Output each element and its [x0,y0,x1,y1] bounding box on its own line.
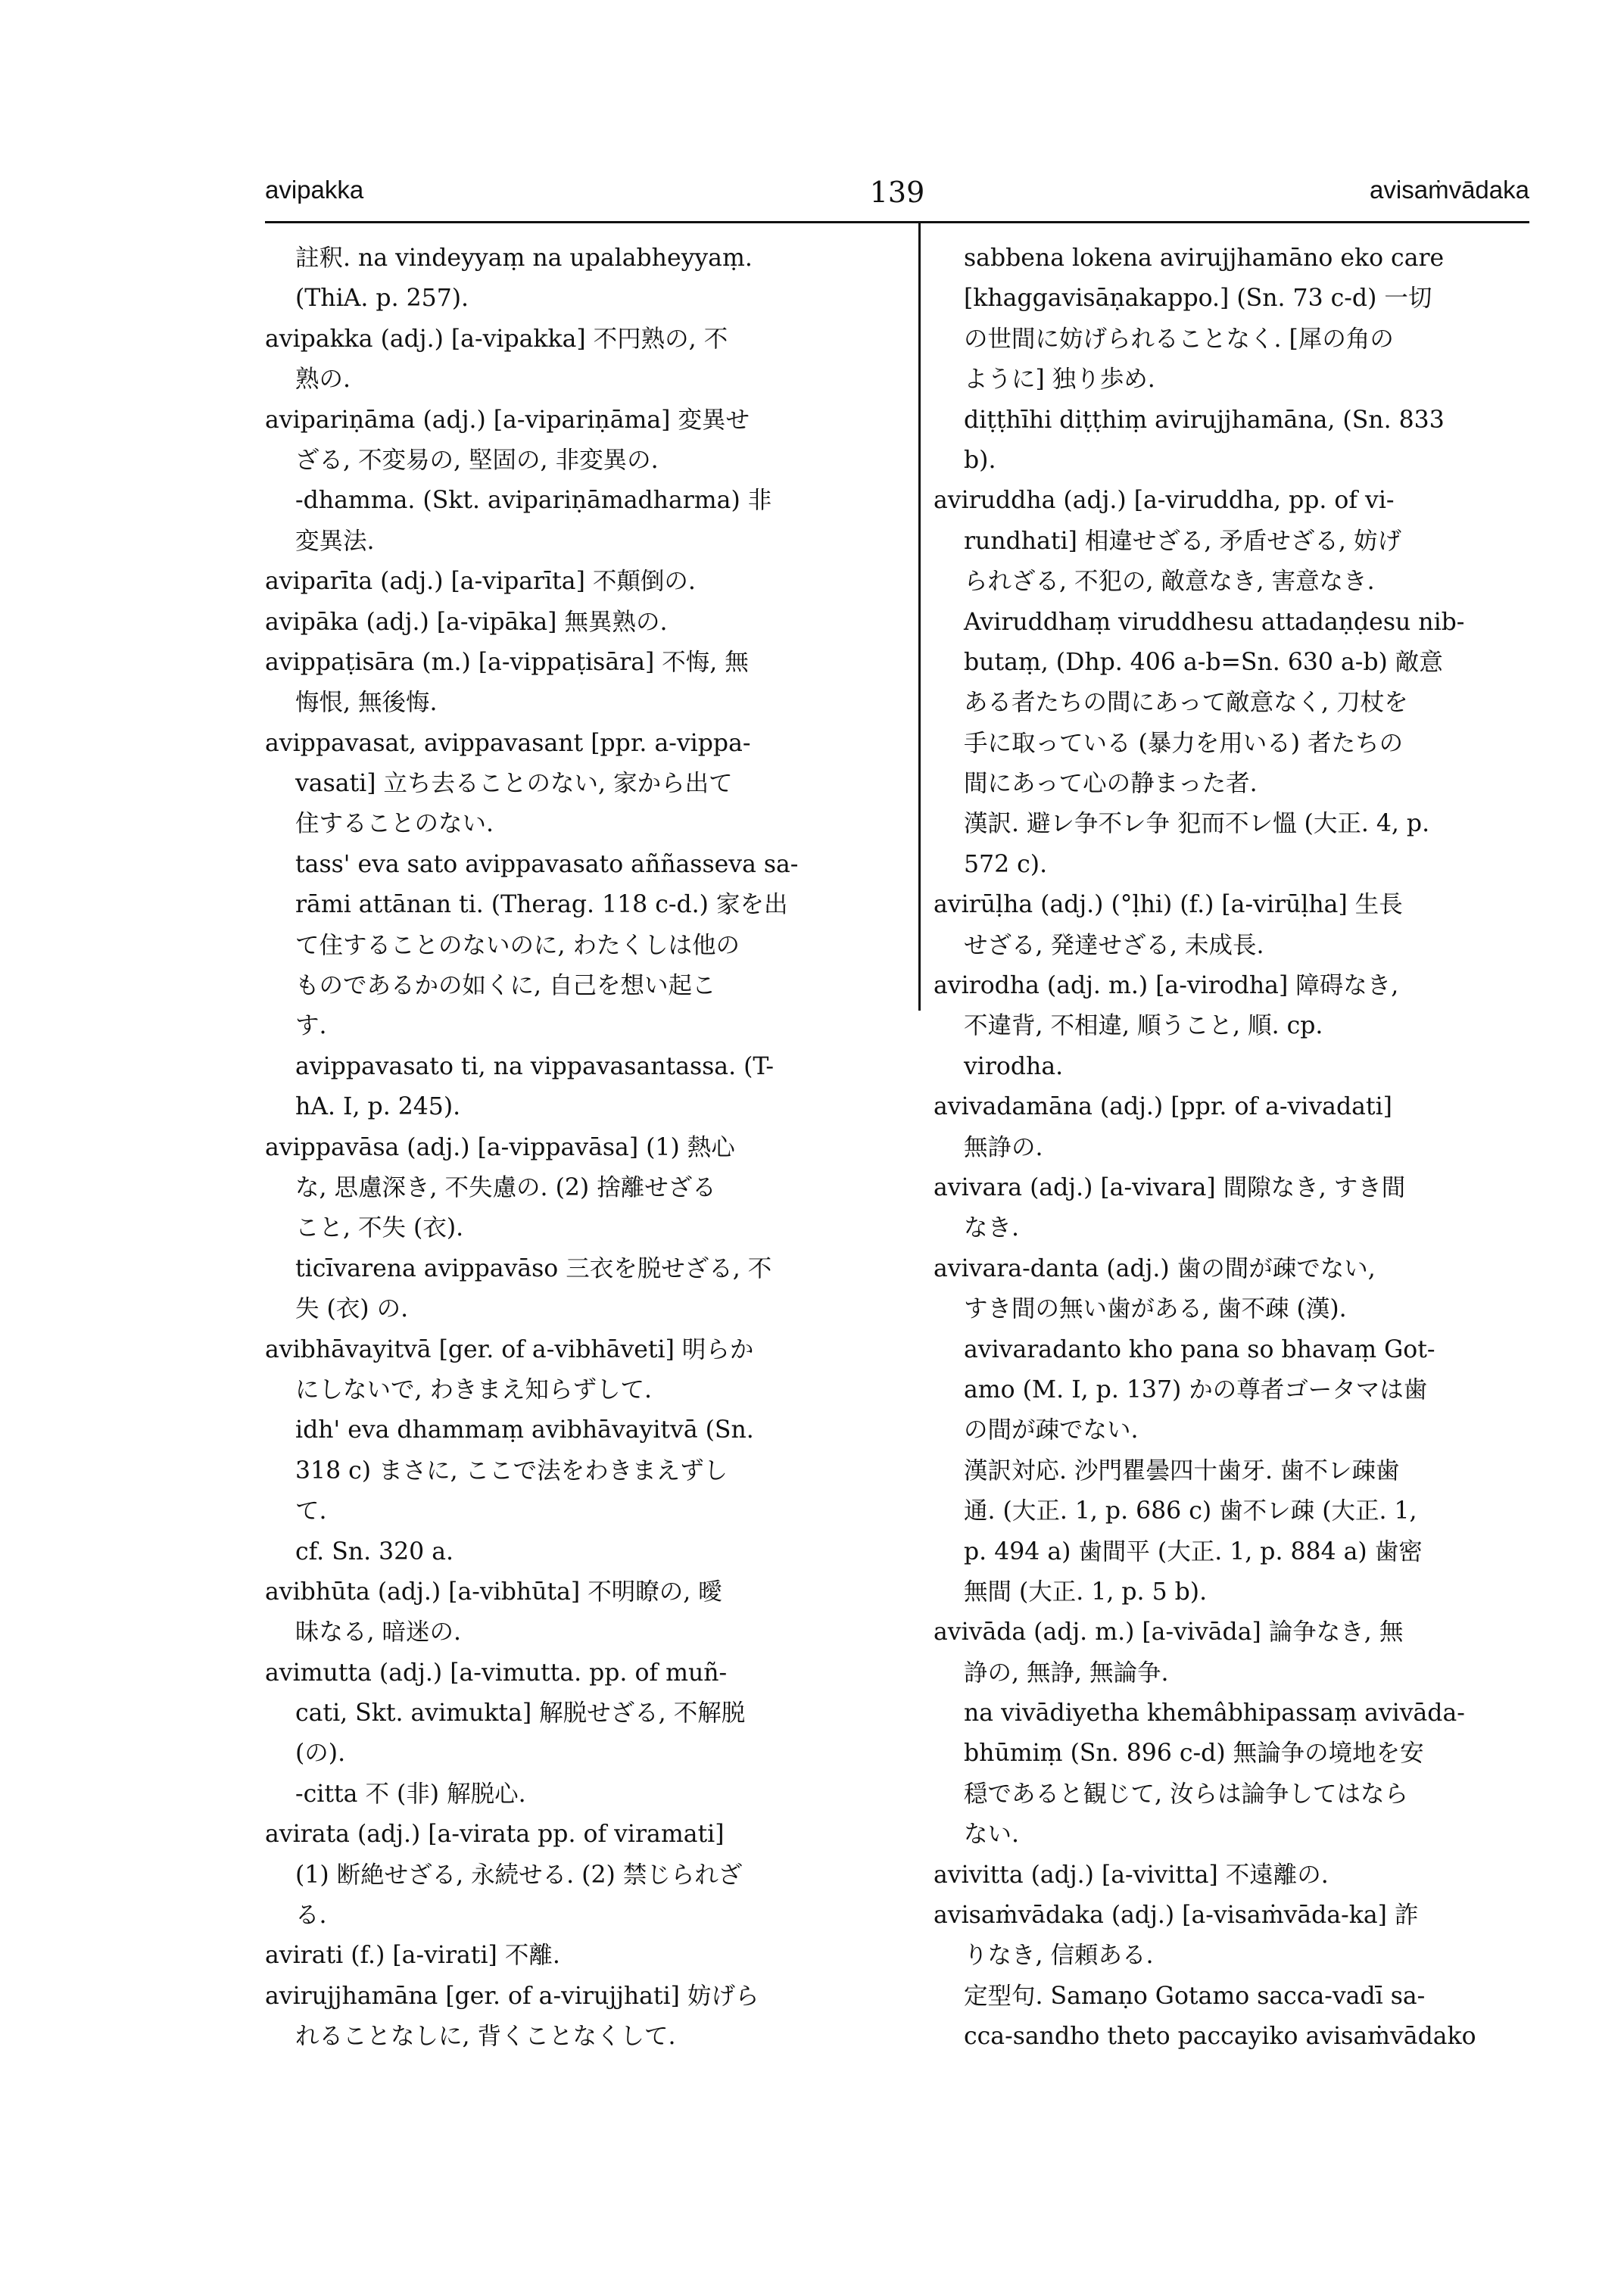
entry-headword-line: avivara-danta (adj.) 歯の間が疎でない, [934,1254,1376,1282]
entry-headword-line: avivāda (adj. m.) [a-vivāda] 論争なき, 無 [934,1618,1404,1647]
entry-text-line: butaṃ, (Dhp. 406 a-b=Sn. 630 a-b) 敵意 [964,648,1443,676]
entry-headword-line: avippavāsa (adj.) [a-vippavāsa] (1) 熱心 [265,1133,735,1161]
entry-text-line: て. [295,1497,327,1525]
running-header [265,176,1529,221]
entry-text-line: b). [964,446,996,474]
entry-text-line: 熟の. [295,366,351,394]
entry-text-line: 572 c). [964,850,1048,878]
entry-text-line: (1) 断絶せざる, 永続せる. (2) 禁じられざ [295,1861,743,1889]
entry-text-line: amo (M. I, p. 137) かの尊者ゴータマは歯 [964,1375,1428,1404]
entry-text-line: cf. Sn. 320 a. [295,1537,454,1566]
entry-text-line: 漢訳. 避レ争不レ争 犯而不レ慍 (大正. 4, p. [964,810,1430,838]
entry-text-line: すき間の無い歯がある, 歯不疎 (漢). [964,1295,1347,1323]
entry-text-line: na vivādiyetha khemâbhipassaṃ avivāda- [964,1699,1465,1728]
entry-headword-line: avipāka (adj.) [a-vipāka] 無異熟の. [265,608,668,636]
entry-text-line: tass' eva sato avippavasato aññasseva sa- [295,850,799,878]
left-column [265,238,859,2237]
entry-text-line: りなき, 信頼ある. [964,1942,1154,1970]
entry-text-line: にしないで, わきまえ知らずして. [295,1375,653,1404]
entry-headword-line: avibhūta (adj.) [a-vibhūta] 不明瞭の, 曖 [265,1578,722,1606]
entry-text-line: 昧なる, 暗迷の. [295,1618,462,1647]
entry-text-line: rundhati] 相違せざる, 矛盾せざる, 妨げ [964,527,1401,555]
entry-headword-line: avibhāvayitvā [ger. of a-vibhāveti] 明らか [265,1335,754,1363]
entry-text-line: 諍の, 無諍, 無論争. [964,1659,1169,1687]
entry-headword-line: avippaṭisāra (m.) [a-vippaṭisāra] 不悔, 無 [265,648,749,676]
entry-text-line: ように] 独り歩め. [964,366,1155,394]
entry-text-line: 不違背, 不相違, 順うこと, 順. cp. [964,1012,1323,1040]
entry-text-line: 失 (衣) の. [295,1295,409,1323]
entry-headword-line: avirodha (adj. m.) [a-virodha] 障碍なき, [934,972,1399,1000]
entry-headword-line: aviparīta (adj.) [a-viparīta] 不顛倒の. [265,568,696,596]
entry-text-line: ある者たちの間にあって敵意なく, 刀杖を [964,689,1408,717]
entry-text-line: diṭṭhīhi diṭṭhiṃ avirujjhamāna, (Sn. 833 [964,406,1445,434]
entry-text-line: virodha. [964,1052,1064,1080]
entry-text-line: p. 494 a) 歯間平 (大正. 1, p. 884 a) 歯密 [964,1537,1423,1566]
entry-text-line: こと, 不失 (衣). [295,1214,464,1242]
entry-text-line: rāmi attānan ti. (Therag. 118 c-d.) 家を出 [295,891,788,919]
entry-text-line: cca-sandho theto paccayiko avisaṁvādako [964,2023,1476,2051]
entry-text-line: -citta 不 (非) 解脱心. [295,1780,526,1808]
entry-text-line: ない. [964,1821,1020,1849]
entry-text-line: idh' eva dhammaṃ avibhāvayitvā (Sn. [295,1416,754,1444]
entry-text-line: なき. [964,1214,1020,1242]
entry-text-line: (の). [295,1740,346,1768]
entry-text-line: 通. (大正. 1, p. 686 c) 歯不レ疎 (大正. 1, [964,1497,1417,1525]
entry-text-line: ticīvarena avippavāso 三衣を脱せざる, 不 [295,1254,772,1282]
entry-text-line: 手に取っている (暴力を用いる) 者たちの [964,729,1404,757]
entry-headword-line: avivara (adj.) [a-vivara] 間隙なき, すき間 [934,1173,1406,1201]
entry-headword-line: avivitta (adj.) [a-vivitta] 不遠離の. [934,1861,1329,1889]
entry-headword-line: avirata (adj.) [a-virata pp. of viramati] [265,1821,725,1849]
entry-text-line: Aviruddhaṃ viruddhesu attadaṇḍesu nib- [964,608,1465,636]
entry-text-line: す. [295,1012,327,1040]
page-number: 139 [869,176,925,209]
header-left-guide-word: avipakka [265,176,364,204]
entry-text-line: る. [295,1902,327,1930]
entry-text-line: せざる, 発達せざる, 未成長. [964,931,1264,959]
entry-text-line: (ThiA. p. 257). [295,285,469,313]
entry-text-line: avivaradanto kho pana so bhavaṃ Got- [964,1335,1435,1363]
entry-text-line: 註釈. na vindeyyaṃ na upalabheyyaṃ. [295,245,753,272]
entry-text-line: て住することのないのに, わたくしは他の [295,931,740,959]
entry-text-line: -dhamma. (Skt. avipariṇāmadharma) 非 [295,487,772,515]
entry-text-line: sabbena lokena avirujjhamāno eko care [964,245,1445,272]
entry-headword-line: avivadamāna (adj.) [ppr. of a-vivadati] [934,1093,1392,1121]
entry-headword-line: avippavasat, avippavasant [ppr. a-vippa- [265,729,751,757]
entry-text-line: 318 c) まさに, ここで法をわきまえずし [295,1456,728,1485]
header-right-guide-word: avisaṁvādaka [1370,176,1529,204]
entry-text-line: avippavasato ti, na vippavasantassa. (T- [295,1052,774,1080]
entry-text-line: 無間 (大正. 1, p. 5 b). [964,1578,1208,1606]
entry-headword-line: aviruddha (adj.) [a-viruddha, pp. of vi- [934,487,1395,515]
entry-text-line: 間にあって心の静まった者. [964,770,1258,798]
entry-text-line: 定型句. Samaṇo Gotamo sacca-vadī sa- [964,1982,1426,2010]
entry-headword-line: avirujjhamāna [ger. of a-virujjhati] 妨げら [265,1982,759,2010]
entry-text-line: の世間に妨げられることなく. [犀の角の [964,325,1394,353]
entry-text-line: ざる, 不変易の, 堅固の, 非変異の. [295,446,659,474]
entry-text-line: [khaggavisāṇakappo.] (Sn. 73 c-d) 一切 [964,285,1432,313]
entry-text-line: cati, Skt. avimukta] 解脱せざる, 不解脱 [295,1699,746,1728]
entry-text-line: 変異法. [295,527,375,555]
entry-text-line: 穏であると観じて, 汝らは論争してはなら [964,1780,1409,1808]
entry-text-line: 漢訳対応. 沙門瞿曇四十歯牙. 歯不レ疎歯 [964,1456,1400,1485]
entry-text-line: の間が疎でない. [964,1416,1139,1444]
entry-text-line: hA. I, p. 245). [295,1093,461,1121]
column-divider [918,223,921,1011]
entry-text-line: ものであるかの如くに, 自己を想い起こ [295,972,716,1000]
entry-headword-line: avirati (f.) [a-virati] 不離. [265,1942,560,1970]
entry-headword-line: avisaṁvādaka (adj.) [a-visaṁvāda-ka] 詐 [934,1902,1419,1930]
entry-headword-line: avipakka (adj.) [a-vipakka] 不円熟の, 不 [265,325,728,353]
entry-text-line: bhūmiṃ (Sn. 896 c-d) 無論争の境地を安 [964,1740,1424,1768]
entry-text-line: 悔恨, 無後悔. [295,689,438,717]
entry-text-line: な, 思慮深き, 不失慮の. (2) 捨離せざる [295,1173,716,1201]
right-column [934,238,1529,2237]
entry-text-line: 住することのない. [295,810,494,838]
entry-headword-line: avipariṇāma (adj.) [a-vipariṇāma] 変異せ [265,406,750,434]
entry-text-line: 無諍の. [964,1133,1043,1161]
entry-headword-line: avirūḷha (adj.) (°ḷhi) (f.) [a-virūḷha] 生長 [934,891,1403,919]
entry-text-line: られざる, 不犯の, 敵意なき, 害意なき. [964,568,1375,596]
entry-text-line: vasati] 立ち去ることのない, 家から出て [295,770,733,798]
entry-text-line: れることなしに, 背くことなくして. [295,2023,676,2051]
entry-headword-line: avimutta (adj.) [a-vimutta. pp. of muñ- [265,1659,728,1687]
header-rule [265,221,1529,223]
